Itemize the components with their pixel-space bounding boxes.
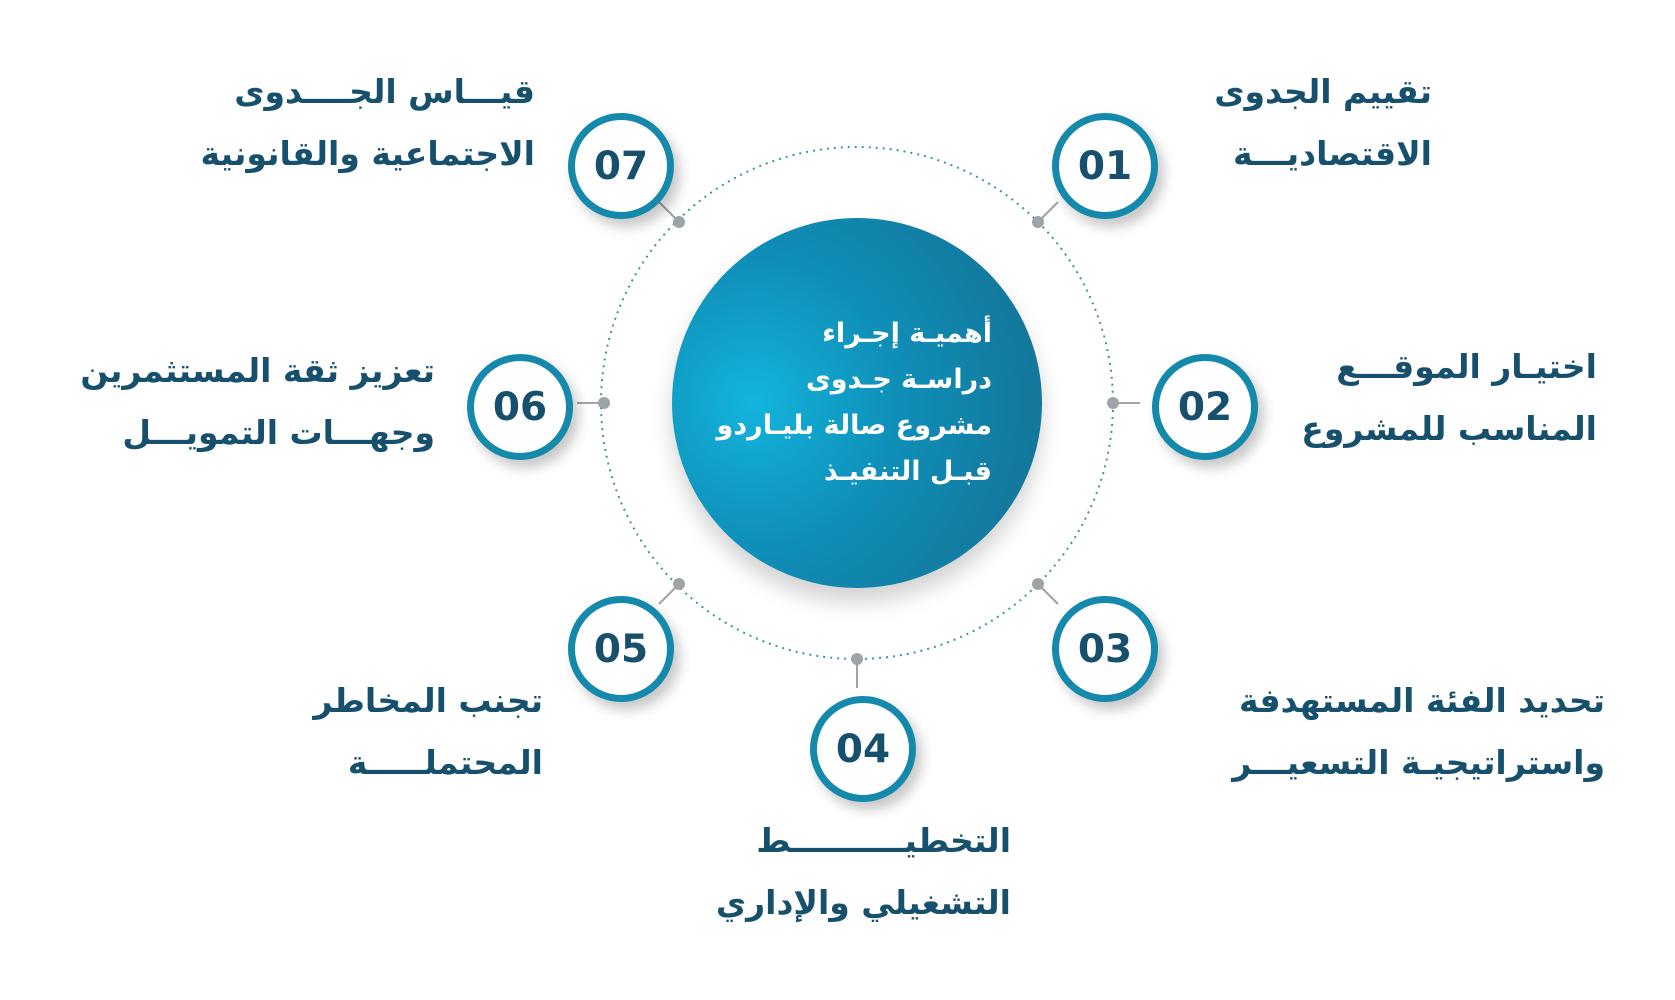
item-number-badge-04: 04: [810, 696, 916, 802]
item-label-line: التخطيــــــــــط: [756, 821, 1011, 860]
center-title-line: أهميـة إجـراء: [822, 318, 992, 349]
connector-dot-05: [673, 578, 685, 590]
connector-dot-06: [598, 397, 610, 409]
connector-dot-01: [1032, 216, 1044, 228]
center-circle: [672, 218, 1042, 588]
item-label-02: [1301, 336, 1597, 460]
item-label-04: [716, 810, 1011, 934]
item-label-line: واستراتيجيـة التسعيـــر: [1232, 743, 1605, 782]
item-label-line: الاقتصاديـــة: [1232, 134, 1432, 173]
item-label-line: تجنب المخاطر: [313, 681, 543, 720]
item-number-badge-06: 06: [467, 354, 573, 460]
item-label-line: المناسب للمشروع: [1301, 409, 1597, 448]
item-label-07: [201, 61, 535, 185]
item-number-badge-01: 01: [1052, 113, 1158, 219]
item-label-06: [80, 340, 435, 464]
item-label-line: تعزيز ثقة المستثمرين: [80, 351, 435, 390]
connector-dot-03: [1032, 578, 1044, 590]
item-label-line: وجهـــات التمويـــل: [122, 413, 435, 452]
item-label-line: التشغيلي والإداري: [715, 883, 1011, 922]
center-title-line: مشروع صالة بليـاردو: [716, 410, 992, 441]
center-title: [716, 311, 992, 495]
item-label-line: اختيـار الموقـــع: [1336, 347, 1597, 386]
item-label-01: [1214, 61, 1432, 185]
connector-dot-02: [1107, 397, 1119, 409]
item-label-line: قيـــاس الجــــدوى: [234, 72, 535, 111]
item-label-05: [313, 670, 543, 794]
item-number-badge-02: 02: [1152, 354, 1258, 460]
item-label-line: تحديد الفئة المستهدفة: [1239, 681, 1605, 720]
item-number-badge-03: 03: [1052, 596, 1158, 702]
center-title-line: دراسـة جـدوى: [805, 364, 992, 395]
item-number-badge-05: 05: [568, 596, 674, 702]
center-title-line: قبـل التنفيـذ: [823, 456, 992, 487]
item-label-line: الاجتماعية والقانونية: [200, 134, 535, 173]
connector-dot-04: [851, 653, 863, 665]
item-label-line: تقييم الجدوى: [1214, 72, 1432, 111]
item-label-line: المحتملـــــة: [347, 743, 543, 782]
item-number-badge-07: 07: [568, 113, 674, 219]
item-label-03: [1232, 670, 1605, 794]
connector-dot-07: [673, 216, 685, 228]
